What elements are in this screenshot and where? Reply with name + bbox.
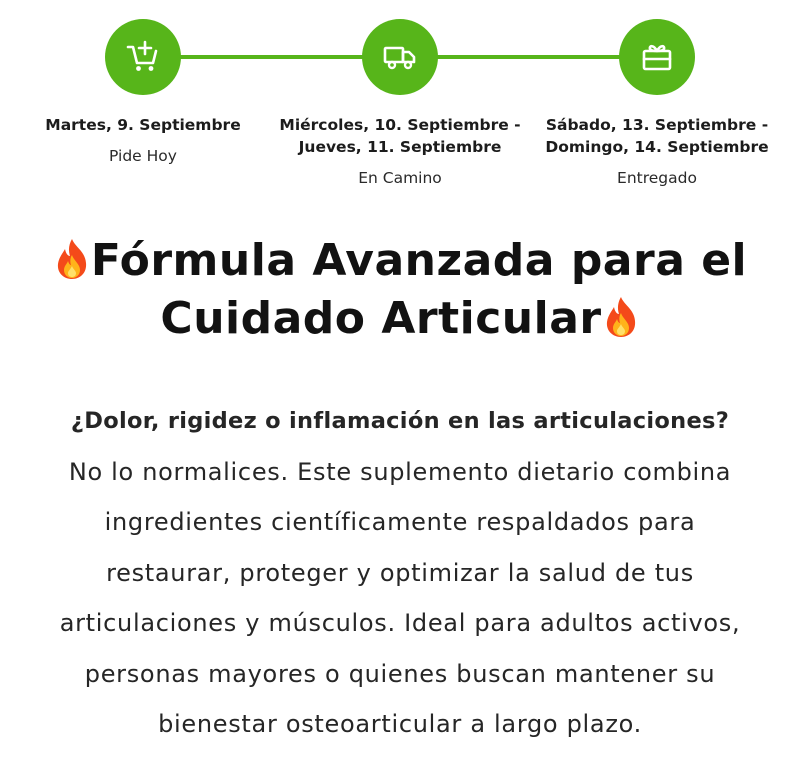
step-shipping-status: En Camino <box>358 169 442 187</box>
step-delivered-circle <box>619 19 695 95</box>
step-shipping-date: Miércoles, 10. Septiembre - Jueves, 11. Septiembre <box>279 116 521 156</box>
heading-line-2: Cuidado Articular <box>0 290 800 348</box>
description-line: personas mayores o quienes buscan mantener su <box>84 659 716 688</box>
description-line: restaurar, proteger y optimizar la salud de tus <box>106 558 694 587</box>
description-line: articulaciones y músculos. Ideal para adultos activos, <box>59 609 741 637</box>
step-order-date: Martes, 9. Septiembre <box>45 116 241 134</box>
gift-icon <box>639 39 675 75</box>
timeline-connector <box>180 55 370 59</box>
fire-icon <box>602 295 640 339</box>
product-description <box>20 396 780 750</box>
description-line: bienestar osteoarticular a largo plazo. <box>158 710 642 738</box>
product-heading <box>0 232 800 348</box>
truck-icon <box>382 39 418 75</box>
heading-line-1: Fórmula Avanzada para el <box>0 232 800 290</box>
timeline-connector <box>430 55 630 59</box>
description-line: No lo normalices. Este suplemento dietario combina <box>68 457 732 486</box>
step-delivered-date: Sábado, 13. Septiembre - Domingo, 14. Septiembre <box>545 116 769 156</box>
step-order-circle <box>105 19 181 95</box>
step-order-status: Pide Hoy <box>109 147 177 165</box>
cart-add-icon <box>125 39 161 75</box>
description-line: ingredientes científicamente respaldados para <box>104 508 696 536</box>
description-question: ¿Dolor, rigidez o inflamación en las articulaciones? <box>70 408 730 434</box>
fire-icon <box>53 237 91 281</box>
step-shipping-circle <box>362 19 438 95</box>
delivery-timeline <box>0 0 800 200</box>
step-delivered-status: Entregado <box>617 169 697 187</box>
